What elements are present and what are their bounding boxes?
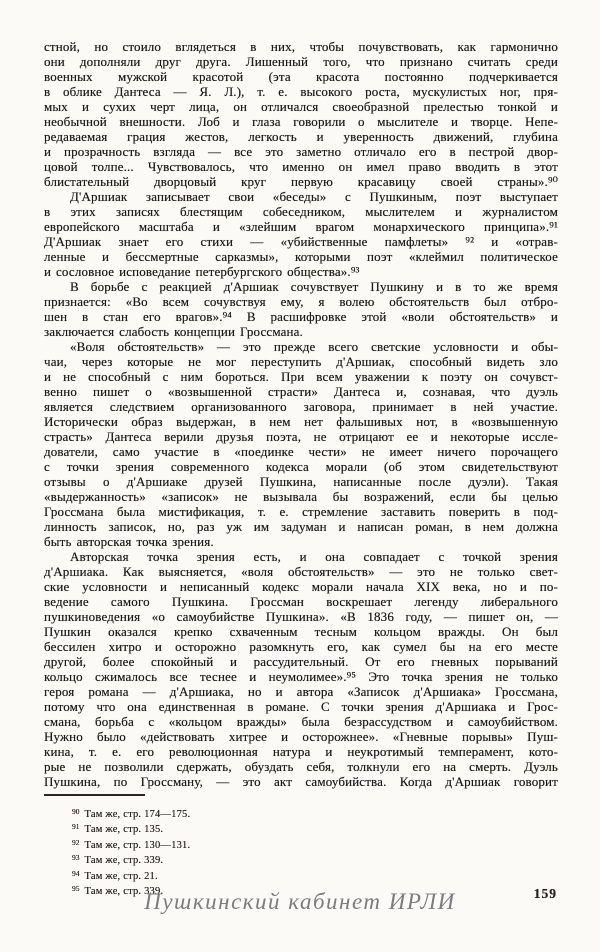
text-line: редаваемая грация жестов, легкость и уверенность движений, глубина [44,129,558,144]
footnote-number: 92 [72,837,80,847]
footnote-number: 91 [72,822,80,832]
footnote [44,806,558,821]
text-line: шен в стан его врагов».⁹⁴ В расшифровке этой «воли обстоятельств» и [44,309,558,324]
footnote-separator-rule [44,794,145,796]
paragraph-5 [44,549,558,789]
text-line: потому что она единственная в романе. С точки зрения д'Аршиака и Грос- [44,699,558,714]
text-line: стной, но стоило вглядеться в них, чтобы почувствовать, как гармонично [44,39,558,54]
text-line: страсть» Дантеса верили друзья поэта, не отрицают ее и некоторые иссле- [44,429,558,444]
text-line: Д'Аршиак знает его стихи — «убийственные памфлеты» ⁹² и «отрав- [44,234,558,249]
paragraph-3 [44,279,558,339]
text-line: ские условности и неписанный кодекс морали начала XIX века, но и по- [44,579,558,594]
text-line: Исторически образ выдержан, в нем нет фальшивых нот, в «возвышенную [44,414,558,429]
text-line: другой, более спокойный и рассудительный. От его гневных порываний [44,654,558,669]
text-line: Пушкина, по Гроссману, — это акт самоубийства. Когда д'Аршиак говорит [44,774,558,789]
text-line: и сословное исповедание петербургского общества».⁹³ [44,264,360,279]
text-line: признается: «Во всем сочувствуя ему, я волею обстоятельств был отбро- [44,294,558,309]
text-line: отзывы о д'Аршиаке друзей Пушкина, написанные после дуэли). Такая [44,474,558,489]
page-number: 159 [533,886,557,901]
text-line: героя романа — д'Аршиака, но и автора «Записок д'Аршиака» Гроссмана, [44,684,558,699]
text-line: быть авторская точка зрения. [44,534,214,549]
footnote-text: Там же, стр. 135. [84,824,164,836]
footnote [44,821,558,836]
footnote [44,852,558,867]
footnote-number: 94 [72,868,80,878]
text-line: кольцо сжималось все теснее и неумолимее».⁹⁵ Это точка зрения не только [44,669,558,684]
footnote-text: Там же, стр. 130—131. [84,839,191,851]
text-line: мых и сухих черт лица, он отличался своеобразной прелестью тонкой и [44,99,558,114]
library-watermark: Пушкинский кабинет ИРЛИ [144,889,456,914]
text-line: с точки зрения современного кодекса морали (об этом свидетельствуют [44,459,558,474]
text-line: они дополняли друг друга. Лишенный того, что признано считать среди [44,54,558,69]
text-line: рые не позволили сдержать, обуздать себя, толкнули его на смерть. Дуэль [44,759,558,774]
text-line: ведение самого Пушкина. Гроссман воскрешает легенду либерального [44,594,558,609]
text-line: линность записок, но, раз уж им задуман и написан роман, в нем должна [44,519,558,534]
text-line: д'Аршиака. Как выясняется, «воля обстоятельств» — это не только свет- [44,564,558,579]
text-line: «выдержанность» «записок» не вызывала бы возражений, если бы целью [44,489,558,504]
footnote [44,837,558,852]
text-line: в этих записях блестящим собеседником, мыслителем и журналистом [44,204,558,219]
footnote-number: 90 [72,807,80,816]
footnote-number: 95 [72,884,80,894]
text-line: дователи, само участие в «поединке чести» не имеет ничего порочащего [44,444,558,459]
text-line: европейского масштаба и «злейшим врагом монархического принципа».⁹¹ [44,219,558,234]
text-line: Д'Аршиак записывает свои «беседы» с Пушкиным, поэт выступает [70,189,558,204]
footnote-text: Там же, стр. 339. [84,855,164,867]
text-line: военных мужской красотой (эта красота постоянно подчеркивается [44,69,558,84]
text-line: заключается слабость концепции Гроссмана. [44,324,303,339]
text-line: Пушкин оказался крепко схваченным тесным кольцом вражды. Он был [44,624,558,639]
text-line: Авторская точка зрения есть, и она совпадает с точкой зрения [70,549,558,564]
text-line: бессилен хитро и осторожно разомкнуть его, как сумел бы на его месте [44,639,558,654]
text-line: блистательный дворцовый круг первую красавицу своей страны».⁹⁰ [44,174,558,189]
text-line: ленные и бессмертные сарказмы», которыми поэт «клеймил политическое [44,249,558,264]
text-line: является следствием организованного заговора, принимает в ней участие. [44,399,558,414]
text-line: и прозрачность взгляда — все это заметно отличало его в пестрой двор- [44,144,558,159]
text-line: венно пишет о «возвышенной страсти» Дантеса и, сознавая, что дуэль [44,384,558,399]
paragraph-4 [44,339,558,549]
text-line: в облике Дантеса — Я. Л.), т. е. высокого роста, мускулистых ног, пря- [44,84,558,99]
footnote-text: Там же, стр. 339. [84,886,164,898]
text-line: пушкиноведения «о самоубийстве Пушкина». «В 1836 году, — пишет он, — [44,609,558,624]
text-line: кина, т. е. его революционная натура и неукротимый темперамент, кото- [44,744,558,759]
text-line: В борьбе с реакцией д'Аршиак сочувствует Пушкину и в то же время [70,279,558,294]
text-line: необычной внешности. Лоб и глаза говорили о мыслителе и творце. Непе- [44,114,558,129]
footnote-text: Там же, стр. 174—175. [84,809,191,820]
text-line: цовой толпе... Чувствовалось, что именно он имел право вводить в этот [44,159,558,174]
text-line: Нужно было «действовать хитрее и осторожнее». «Гневные порывы» Пуш- [44,729,558,744]
footnote-text: Там же, стр. 21. [84,870,158,882]
footnote [44,868,558,883]
footnote-number: 93 [72,853,80,863]
text-line: «Воля обстоятельств» — это прежде всего светские условности и обы- [70,339,558,354]
footnotes-block [44,806,558,898]
text-line: и не способный с ним бороться. При всем уважении к поэту он сочувст- [44,369,558,384]
text-line: Гроссмана была мистификация, т. е. стремление заставить поверить в под- [44,504,558,519]
paragraph-2 [44,189,558,279]
paragraph-1 [44,39,558,189]
text-line: смана, борьба с «кольцом вражды» была безрассудством и самоубийством. [44,714,558,729]
body-text [44,39,558,789]
text-line: чаи, через которые не мог переступить д'Аршиак, способный видеть зло [44,354,558,369]
